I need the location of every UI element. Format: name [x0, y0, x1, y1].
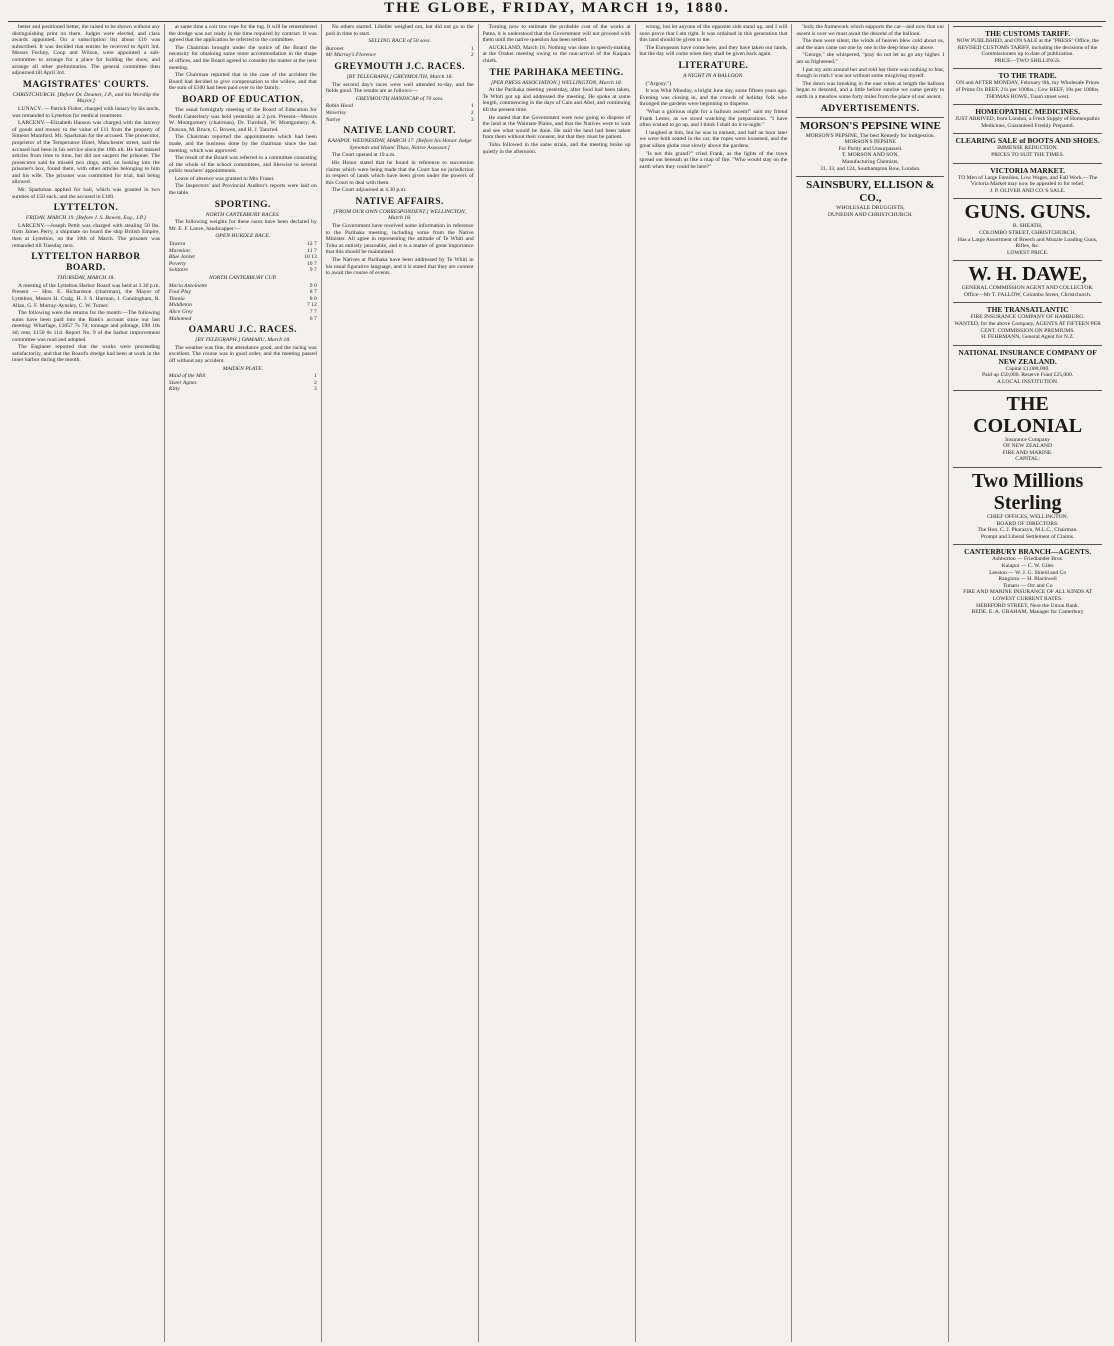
section-heading: NATIVE AFFAIRS.: [355, 196, 444, 207]
ad-line: GENERAL COMMISSION AGENT AND COLLECTOR.: [961, 285, 1094, 292]
column-3: [322, 24, 479, 1342]
result-row: [169, 386, 317, 393]
ad-line: DUNEDIN AND CHRISTCHURCH.: [827, 211, 913, 218]
result-value: 10 13: [304, 254, 317, 261]
ad-line: NOW PUBLISHED, and ON SALE at the "PRESS" Office, the REVISED CUSTOMS TARIFF, including the decisions of the Commissioners up to date of publication.: [956, 38, 1099, 58]
paragraph: The Government have received some information in reference to the Parihaka meeting, including some from the Native Minister. All agree in representing the attitude of Te Whiti and Tohu as entirely peaceable, and it is a matter of great importance that this should be maintained.: [325, 223, 474, 256]
ad-line: MORSON'S PEPSINE, The best Remedy for Indigestion.: [805, 132, 935, 139]
result-name: Tawera: [168, 241, 186, 248]
result-name: Baronet: [325, 45, 344, 52]
paragraph: The men were silent, the winds of heaven blew cold about us, and the stars came out one by one in the deep blue sky above.: [796, 38, 945, 51]
paragraph: The Engineer reported that the works were proceeding satisfactorily, and that the Board's dredge had been at work in the inner harbor during the month.: [12, 344, 160, 364]
advertisement: [953, 133, 1102, 160]
column-2: [165, 24, 322, 1342]
ad-line: PRICE—TWO SHILLINGS.: [994, 57, 1061, 64]
ad-line: H. FEHRMANN, General Agent for N.Z.: [981, 334, 1075, 341]
advertisement: [953, 467, 1102, 542]
paragraph: The Court opened at 10 a.m.: [331, 152, 396, 159]
column-4: [479, 24, 636, 1342]
result-name: Kitty: [168, 386, 180, 393]
result-name: Sister Agnes: [168, 379, 197, 386]
ad-line: COLOMBO STREET, CHRISTCHURCH,: [979, 229, 1077, 236]
ad-title: SAINSBURY, ELLISON & CO.,: [806, 179, 935, 205]
section-subheading: [PER PRESS ASSOCIATION.] WELLINGTON, March 18.: [490, 79, 623, 86]
section-subheading: SELLING RACE of 50 sovs.: [368, 38, 431, 45]
ad-line: PRICES TO SUIT THE TIMES.: [991, 151, 1065, 158]
section-subheading: FRIDAY, MARCH 19. [Before J. S. Bowen, Esq., J.P.]: [25, 215, 147, 222]
paragraph: The weather was fine, the attendance good, and the racing was excellent. The course was in good order, and the meeting passed off without any accident.: [168, 344, 317, 364]
paragraph: Leave of absence was granted to Mrs Fraser.: [174, 175, 275, 182]
ad-line: A LOCAL INSTITUTION.: [996, 379, 1059, 386]
section-heading: GREYMOUTH J.C. RACES.: [334, 61, 465, 72]
paragraph: The Natives at Parihaka have been addressed by Te Whiti in his usual figurative language, and it is stated that they are content to await the course of events.: [325, 257, 474, 277]
column-6: [792, 24, 949, 1342]
result-row: [169, 283, 317, 290]
result-value: 3: [313, 386, 317, 393]
paragraph: The result of the Board was referred to a committee consisting of the whole of the school committees, and likewise to several public teachers' appointments.: [168, 155, 317, 175]
result-name: Marmion: [168, 247, 190, 254]
result-name: Mahomed: [168, 315, 192, 322]
result-name: Robin Hood: [325, 103, 353, 110]
advertisement: [796, 176, 944, 220]
paragraph: The second day's races were well attended to-day, and the fields good. The results are as follows:—: [325, 81, 474, 95]
paragraph: Tohu followed in the same strain, and the meeting broke up quietly in the afternoon.: [482, 141, 631, 155]
ad-line: Timaru — Orr and Co: [1002, 582, 1053, 589]
section-subheading: OPEN HURDLE RACE.: [215, 233, 271, 240]
section-heading: THE PARIHAKA MEETING.: [489, 67, 624, 78]
paragraph: The Chairman reported the appointments which had been made, and the business done by the chairman since the last meeting, which was approved.: [168, 134, 317, 154]
ad-line: Capital £1,000,000.: [1005, 365, 1050, 372]
column-advertisements: [949, 24, 1106, 1342]
ad-title: Two Millions Sterling: [971, 470, 1084, 514]
ad-line: THOMAS HOWE, Tuam street west.: [985, 93, 1070, 100]
result-value: 12 7: [306, 241, 317, 248]
result-row: [169, 309, 317, 316]
section-subheading: [BY TELEGRAPH.] GREYMOUTH, March 18.: [346, 73, 453, 80]
result-row: [169, 380, 317, 387]
section-subheading: THURSDAY, MARCH 18.: [57, 275, 115, 282]
result-name: Solitaire: [168, 267, 188, 274]
result-row: [169, 254, 317, 261]
result-name: Native: [325, 116, 341, 123]
masthead-rule: [8, 21, 1106, 22]
paragraph: "Is not this grand?" cried Frank, as the lights of the town spread out beneath us like a map of fire. "Who would stay on the earth when they could be here?": [639, 150, 788, 170]
result-value: 1: [470, 45, 474, 52]
result-value: 2: [470, 109, 474, 116]
result-row: [169, 316, 317, 323]
result-value: 3: [470, 116, 474, 123]
ad-line: BOARD OF DIRECTORS:: [996, 520, 1059, 527]
ad-line: Manufacturing Chemists,: [841, 158, 899, 165]
ad-line: Office—Mr T. FALLOW, Colombo Street, Christchurch.: [963, 291, 1092, 298]
ad-line: FIRE AND MARINE INSURANCE OF ALL KINDS AT LOWEST CURRENT RATES.: [963, 589, 1093, 602]
paragraph: The Europeans have come here, and they have taken our lands, but the day will come when they shall be given back again.: [639, 44, 788, 58]
result-row: [169, 289, 317, 296]
ad-line: IMMENSE REDUCTION.: [997, 145, 1059, 152]
columns-container: [8, 24, 1106, 1342]
result-value: 1: [313, 373, 317, 380]
ad-line: TO Men of Large Families, Low Wages, and Fall Work.—The Victoria Market may now be appealed to for relief.: [957, 174, 1098, 188]
ad-title: THE COLONIAL: [973, 392, 1083, 437]
advertisement: [953, 390, 1102, 465]
ad-title: GUNS. GUNS.: [964, 201, 1091, 224]
section-heading: LITERATURE.: [678, 60, 749, 71]
section-heading: SPORTING.: [214, 199, 271, 210]
advertisement: [953, 302, 1102, 342]
ad-line: OF NEW ZEALAND: [1003, 443, 1053, 450]
result-name: Blue Jacket: [168, 254, 195, 261]
ad-line: T. MORSON AND SON,: [841, 152, 899, 159]
ad-title: THE TRANSATLANTIC: [986, 305, 1069, 315]
result-name: Maria Antoinette: [168, 282, 208, 289]
advertisement: [953, 104, 1102, 131]
ad-line: Has a Large Assortment of Breech and Muzzle Loading Guns, Rifles, &c.: [957, 236, 1098, 250]
paragraph: The Chairman reported that in the case of the accident the Board had decided to give compensation to the widow, and that the sum of £100 had been paid over to the family.: [168, 72, 317, 92]
ad-line: Prompt and Liberal Settlement of Claims.: [980, 533, 1075, 540]
ad-line: LOWEST PRICE.: [1007, 249, 1049, 256]
section-heading: LYTTELTON.: [53, 203, 119, 214]
result-value: 9 0: [309, 282, 317, 289]
ad-title: HOMEOPATHIC MEDICINES.: [975, 107, 1080, 117]
result-name: Maid of the Mill: [168, 373, 206, 380]
result-value: 8 0: [309, 295, 317, 302]
ad-title: TO THE TRADE.: [998, 71, 1057, 81]
ad-line: Leeston — W. J. G. Shield and Co: [989, 569, 1067, 576]
section-subheading: GREYMOUTH HANDICAP of 70 sovs.: [355, 95, 444, 102]
ad-line: FIRE AND MARINE.: [1002, 449, 1053, 456]
result-value: 10 7: [306, 260, 317, 267]
paragraph: His Honor stated that he found in reference to succession claims which were being made that the Court has no jurisdiction in respect of lands which have been given under the powers of this Court to deal with them.: [325, 159, 474, 186]
ad-title: MORSON'S PEPSINE WINE: [799, 119, 941, 132]
paragraph: It was Whit Monday, a bright June day, some fifteen years ago. Evening was closing in, and the crowds of holiday folk who thronged the gardens were beginning to disperse.: [639, 88, 788, 108]
ad-title: THE CUSTOMS TARIFF.: [985, 29, 1071, 38]
result-name: Titania: [168, 295, 185, 302]
ad-line: WANTED, for the above Company, AGENTS AT FIFTEEN PER CENT. COMMISSION ON PREMIUMS.: [954, 321, 1101, 334]
section-subheading: A NIGHT IN A BALLOON.: [683, 72, 744, 79]
result-value: 1: [470, 103, 474, 110]
result-row: [169, 241, 317, 248]
ad-line: Rangiora — H. Blackwell: [998, 576, 1057, 583]
paragraph: I put my arm around her and told her there was nothing to fear, though in truth I was not without some misgiving myself.: [796, 66, 945, 80]
result-row: [169, 267, 317, 274]
paragraph: better and positioned better, the raised to be shown without any distinguishing print on them. Judges were elected, and class awards appointed. On a subscription list about £10 was subscribed. It was decided that entries be received to April 3rd. Messrs Fechny, Coop and Wilson, were appointed a sub-committee to arrange for a place for holding the show, and arrange all other preliminaries. The general committee then adjourned till April 3rd.: [12, 24, 160, 77]
result-name: Poverty: [168, 260, 187, 267]
section-heading: ADVERTISEMENTS.: [820, 103, 920, 114]
ad-line: ON and AFTER MONDAY, February 9th, my Wholesale Prices of Prime Ox BEEF, 21s per 100lbs.; Cow BEEF, 19s per 100lbs.: [955, 80, 1100, 93]
paragraph: The following weights for these races have been declared by Mr. E. F. Lance, handicapper:—: [168, 219, 317, 232]
advertisement: [953, 68, 1102, 102]
result-row: [326, 46, 474, 53]
paragraph: LARCENY.—Elizabeth Hanson was charged with the larceny of goods and money to the value of £11 from the property of Simeon Mumford. Mr. Sparkman for the accused. The prosecutor, proprietor of the Temperance Hotel, Manchester street, said the accused had been in his service since the 18th ult. He had missed articles from time to time, but did not suspect the prisoner. The prosecutor said he missed two rings, and, on looking into the prisoner's box, found them, with other articles belonging to him and his wife. The prisoner was committed for trial, bail being allowed.: [12, 120, 160, 186]
paragraph: The usual fortnightly meeting of the Board of Education for North Canterbury was held yesterday at 2 p.m. Present—Messrs W. Montgomery (chairman), Dr. Turnbull, W. Montgomery, A. Duncan, M. Bruce, C. Bowen, and H. J. Tancred.: [168, 106, 317, 133]
ad-title: VICTORIA MARKET.: [990, 165, 1065, 175]
paragraph: No others started. Libeller weighed out, but did not go to the post in time to start.: [325, 24, 474, 37]
paragraph: The following were the returns for the month:—The following sums have been paid into the Bank's account since our last meeting: Wharfage, £1057 7s 7d; tonnage and pilotage, £98 10s 4d; rent, £150 0s 11d. Report No. 9 of the harbor improvement committee was read and adopted.: [12, 310, 160, 343]
section-subheading: MAIDEN PLATE.: [222, 365, 263, 372]
advertisement: [953, 345, 1102, 388]
result-name: Waverley: [325, 109, 347, 116]
result-name: Middleton: [168, 302, 192, 309]
section-heading: MAGISTRATES' COURTS.: [22, 79, 150, 90]
paragraph: I laughed at him, but he was in earnest, and half an hour later we were both seated in the car, the ropes were loosened, and the great silken globe rose slowly above the gardens.: [639, 129, 788, 149]
ad-title: CLEARING SALE of BOOTS AND SHOES.: [955, 136, 1100, 146]
section-heading: BOARD OF EDUCATION.: [182, 94, 304, 105]
ad-line: HEREFORD STREET, Next the Union Bank.: [976, 602, 1080, 609]
result-value: 9 7: [309, 267, 317, 274]
masthead: THE GLOBE, FRIDAY, MARCH 19, 1880.: [384, 0, 730, 16]
advertisement: [953, 163, 1102, 197]
paragraph: wrong, but let anyone of the opposite side stand up, and I will soon prove that I am right. It was ordained in this generation that this land should be given to me.: [639, 24, 788, 44]
result-value: 8 7: [309, 289, 317, 296]
section-subheading: CHRISTCHURCH. [Before Dr. Deamer, J.P., and his Worship the Mayor.]: [12, 91, 160, 105]
paragraph: At the Parihaka meeting yesterday, after food had been taken, Te Whiti got up and addressed the meeting. He spoke at some length, commencing in the days of Cain and Abel, and continuing till the present time.: [482, 87, 631, 113]
result-value: 7 7: [309, 308, 317, 315]
advertisement: [953, 260, 1102, 300]
section-subheading: NORTH CANTERBURY CUP.: [208, 275, 277, 281]
advertisement: [953, 26, 1102, 66]
ad-line: Ashburton — Friedlander Bros.: [992, 556, 1064, 563]
advertisement: [953, 544, 1102, 617]
ad-title: NATIONAL INSURANCE COMPANY OF NEW ZEALAND.: [958, 347, 1097, 366]
column-5: [636, 24, 793, 1342]
result-value: 6 7: [309, 315, 317, 322]
paragraph: LARCENY.—Joseph Pettit was charged with stealing 50 lbs. from James Perry, a shipmate on board the ship British Empire, then at Lyttelton, on the 10th of March. The prisoner was remanded till Tuesday next.: [12, 222, 160, 249]
paragraph: 'lock; the framework which supports the car—and now that our ascent is over we must await the descent of the balloon.: [796, 24, 945, 37]
result-value: 7 12: [306, 302, 317, 309]
paragraph: The Inspectors' and Provincial Auditor's reports were laid on the table.: [168, 183, 317, 197]
section-heading: LYTTELTON HARBOR BOARD.: [31, 252, 141, 274]
paragraph: LUNACY. — Patrick Fisher, charged with lunacy by his uncle, was remanded to Lyttelton for medical treatment.: [12, 105, 160, 119]
ad-line: Paid up £50,000. Reserve Fund £25,000.: [982, 372, 1074, 379]
ad-line: CAPITAL:: [1015, 456, 1040, 463]
ad-line: Insurance Company: [1005, 436, 1051, 443]
ad-line: 31, 33, and 124, Southampton Row, London.: [820, 165, 921, 172]
ad-line: Kaiapoi — C. W. Giles: [1001, 562, 1054, 569]
result-row: [169, 261, 317, 268]
ad-title: W. H. DAWE,: [968, 263, 1087, 286]
result-row: [169, 302, 317, 309]
result-row: [169, 296, 317, 303]
section-subheading: KAIAPOI. WEDNESDAY, MARCH 17. [Before his Honor Judge Symonds and Hoani Tikao, Native Assessor.]: [327, 138, 472, 151]
column-1: [8, 24, 165, 1342]
paragraph: at same time a coir tow rope for the tug. It will be remembered the dredge was not ready in the time required by contract. It was agreed that the application be referred to the committee.: [168, 24, 317, 44]
result-name: Mr Murray's Florence: [325, 52, 376, 59]
paragraph: The dawn was breaking in the east when at length the balloon began to descend, and a little before sunrise we came gently to earth in a meadow some forty miles from the place of our ascent.: [796, 80, 945, 100]
ad-line: The Hon. C. J. Pharazyn, M.L.C., Chairman.: [977, 527, 1078, 534]
paragraph: Mr. Sparkman applied for bail, which was granted in two sureties of £50 each, and the accused in £100.: [12, 187, 160, 200]
result-value: 2: [313, 379, 317, 386]
advertisement: [953, 198, 1102, 258]
paragraph: The Court adjourned at 4.30 p.m.: [331, 187, 407, 194]
section-subheading: [BY TELEGRAPH.] OAMARU, March 18.: [195, 337, 291, 344]
ad-line: BEDE. E. A. GRAHAM, Manager for Canterbury: [971, 609, 1084, 616]
ad-line: B. SHEATH,: [1012, 223, 1043, 230]
paragraph: "George," she whispered, "pray do not let us go any higher. I am so frightened.": [796, 52, 945, 65]
result-value: 11 7: [307, 247, 317, 254]
ad-line: MORSON'S PEPSINE: [844, 139, 897, 146]
ad-line: CHIEF OFFICES, WELLINGTON.: [987, 514, 1069, 520]
result-row: [326, 103, 474, 110]
result-value: 2: [470, 52, 474, 59]
paragraph: A meeting of the Lyttelton Harbor Board was held at 3.30 p.m. Present — Hon. E. Richardson (chairman), the Mayor of Lyttelton, Messrs H. Craig, H. J. S. Harman, J. Cunningham, R. Allan, G. F. Murray-Aynsley, C. W. Turner.: [12, 282, 160, 309]
section-heading: OAMARU J.C. RACES.: [188, 325, 298, 336]
section-subheading: [FROM OUR OWN CORRESPONDENT.] WELLINGTON, March 18.: [333, 208, 467, 222]
result-row: [169, 373, 317, 380]
ad-line: WHOLESALE DRUGGISTS,: [836, 205, 905, 212]
section-heading: NATIVE LAND COURT.: [343, 126, 456, 137]
result-name: Foul Play: [168, 289, 192, 296]
paragraph: Turning now to estimate the probable cost of the works at Patea, it is understood that the Government will not proceed with them until the native question has been settled.: [482, 24, 631, 44]
advertisement: [796, 117, 944, 175]
section-subheading: NORTH CANTERBURY RACES.: [205, 211, 280, 218]
ad-line: For Purity and Unsurpassed.: [838, 145, 903, 152]
ad-title: CANTERBURY BRANCH—AGENTS.: [964, 547, 1092, 557]
ad-line: J. P. OLIVER AND CO.'S SALE.: [989, 187, 1066, 194]
ad-line: JUST ARRIVED, from London, a Fresh Supply of Homeopathic Medicines, Guaranteed Freshly Prepared.: [955, 116, 1101, 129]
paragraph: The Chairman brought under the notice of the Board the necessity for obtaining some more accommodation in the shape of offices, and the Board agreed to consider the matter at the next meeting.: [168, 44, 317, 71]
paragraph: He stated that the Government were now going to dispose of the land at the Waimate Plains, and that the Natives were to wait and see what would be done. He said the land had been taken from them without their consent, but that they must be patient.: [482, 114, 631, 141]
result-row: [169, 248, 317, 255]
result-row: [326, 52, 474, 59]
paragraph: AUCKLAND, March 18. Nothing was done in speech-making at the Orakei meeting owing to the non-arrival of the Kaipara chiefs.: [482, 44, 631, 64]
paragraph: "What a glorious night for a balloon ascent!" said my friend Frank Lester, as we stood watching the preparations. "I have often wished to go up, and I think I shall do it to-night.": [639, 108, 788, 129]
result-row: [326, 110, 474, 117]
paragraph: ("Argosy."): [645, 80, 672, 87]
ad-line: FIRE INSURANCE COMPANY OF HAMBURG.: [970, 314, 1085, 321]
result-name: Alice Grey: [168, 308, 193, 315]
result-row: [326, 117, 474, 124]
